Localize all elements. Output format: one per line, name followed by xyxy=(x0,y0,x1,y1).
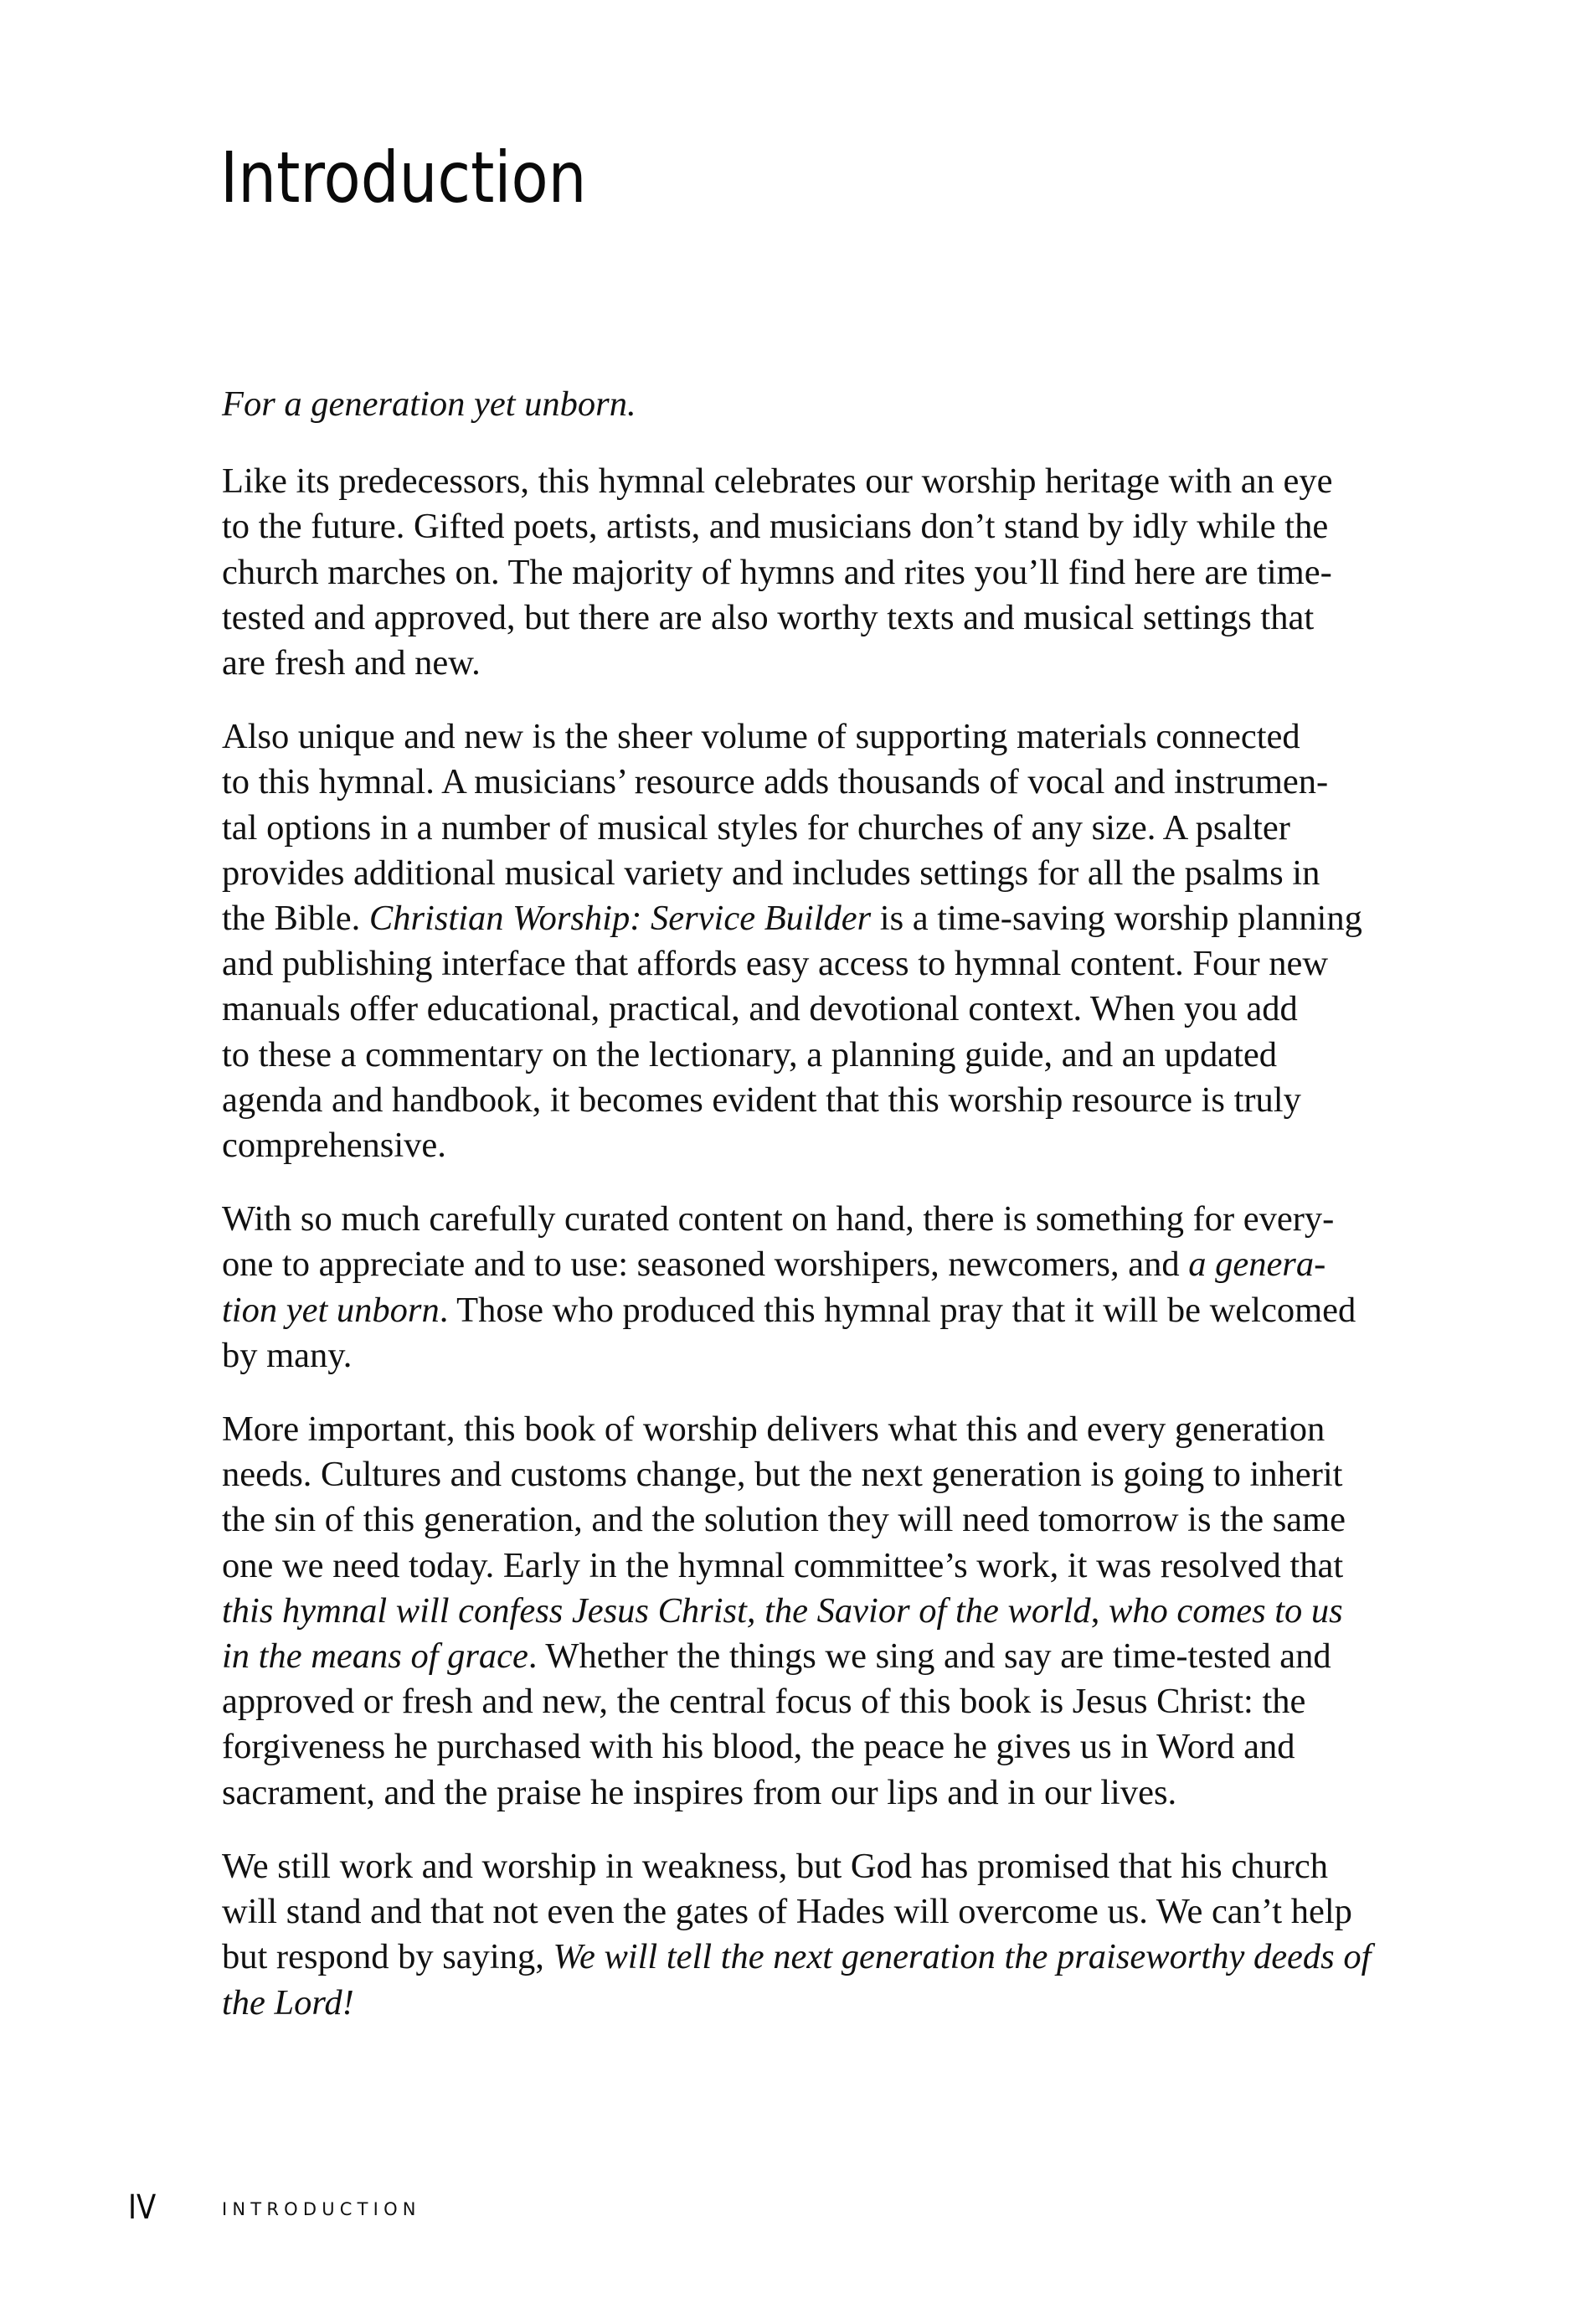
text-line xyxy=(222,1981,1377,2026)
text-line xyxy=(222,459,1377,504)
text-run: will stand and that not even the gates of Hades will overcome us. We can’t help xyxy=(222,1892,1352,1932)
text-line xyxy=(222,1679,1377,1724)
text-line xyxy=(222,1033,1377,1078)
text-run: sacrament, and the praise he inspires from our lips and in our lives. xyxy=(222,1772,1177,1812)
text-line xyxy=(222,550,1377,595)
text-run: Also unique and new is the sheer volume of supporting materials connected xyxy=(222,717,1300,757)
text-run: the sin of this generation, and the solution they will need tomorrow is the same xyxy=(222,1500,1346,1540)
body-paragraph xyxy=(222,1407,1377,1816)
text-run: one we need today. Early in the hymnal committee’s work, it was resolved that xyxy=(222,1545,1344,1585)
text-line xyxy=(222,1123,1377,1168)
text-run: needs. Cultures and customs change, but the next generation is going to inherit xyxy=(222,1455,1343,1495)
emphasis-text: the Lord! xyxy=(222,1982,354,2023)
text-line xyxy=(222,714,1377,760)
text-run: . Those who produced this hymnal pray that it will be welcomed xyxy=(439,1290,1356,1330)
text-run: to these a commentary on the lectionary, a planning guide, and an updated xyxy=(222,1034,1278,1074)
text-line xyxy=(222,1242,1377,1287)
text-run: agenda and handbook, it becomes evident that this worship resource is truly xyxy=(222,1080,1301,1120)
paragraph-list xyxy=(222,459,1377,2026)
text-run: church marches on. The majority of hymns and rites you’ll find here are time- xyxy=(222,552,1332,592)
text-run: , xyxy=(1090,1590,1109,1631)
text-line xyxy=(222,595,1377,641)
text-run: one to appreciate and to use: seasoned worshipers, newcomers, and xyxy=(222,1244,1189,1285)
text-run: tal options in a number of musical styles for churches of any size. A psalter xyxy=(222,807,1290,848)
body-paragraph xyxy=(222,1844,1377,2026)
text-run: . Whether the things we sing and say are time-tested and xyxy=(528,1636,1331,1677)
text-run: comprehensive. xyxy=(222,1126,446,1166)
text-line xyxy=(222,1634,1377,1679)
text-run: We still work and worship in weakness, but God has promised that his church xyxy=(222,1846,1328,1886)
body-paragraph xyxy=(222,714,1377,1168)
text-run: approved or fresh and new, the central focus of this book is Jesus Christ: the xyxy=(222,1682,1306,1722)
text-line xyxy=(222,1497,1377,1543)
body-paragraph xyxy=(222,1197,1377,1378)
text-line xyxy=(222,1197,1377,1242)
text-line xyxy=(222,1889,1377,1935)
text-run: tested and approved, but there are also worthy texts and musical settings that xyxy=(222,597,1315,637)
body-text xyxy=(222,382,1377,2054)
text-run: Like its predecessors, this hymnal celebrates our worship heritage with an eye xyxy=(222,461,1333,502)
text-run: provides additional musical variety and includes settings for all the psalms in xyxy=(222,853,1320,893)
text-run: to the future. Gifted poets, artists, and musicians don’t stand by idly while the xyxy=(222,507,1329,547)
text-run: but respond by saying, xyxy=(222,1937,553,1977)
text-line xyxy=(222,941,1377,987)
page-title: Introduction xyxy=(220,137,587,219)
text-line xyxy=(222,1333,1377,1378)
text-line xyxy=(222,1935,1377,1980)
text-line xyxy=(222,1543,1377,1589)
text-run: by many. xyxy=(222,1335,353,1375)
page-footer xyxy=(0,2188,1570,2227)
text-run: are fresh and new. xyxy=(222,643,481,683)
emphasis-text: tion yet unborn xyxy=(222,1290,440,1330)
text-line xyxy=(222,1407,1377,1452)
text-run: More important, this book of worship delivers what this and every generation xyxy=(222,1409,1325,1450)
text-line xyxy=(222,641,1377,686)
text-line xyxy=(222,1078,1377,1123)
emphasis-text: this hymnal will confess Jesus Christ, the Savior of the world xyxy=(222,1590,1091,1631)
text-line xyxy=(222,987,1377,1032)
emphasis-text: who comes to us xyxy=(1108,1590,1343,1631)
emphasis-text: We will tell the next generation the praiseworthy deeds of xyxy=(553,1937,1372,1977)
text-line xyxy=(222,1844,1377,1889)
text-run: and publishing interface that affords easy access to hymnal content. Four new xyxy=(222,944,1329,984)
text-line xyxy=(222,1288,1377,1333)
text-run: manuals offer educational, practical, and devotional context. When you add xyxy=(222,989,1298,1029)
text-line xyxy=(222,504,1377,549)
text-run: With so much carefully curated content on hand, there is something for every- xyxy=(222,1199,1335,1239)
text-line xyxy=(222,1589,1377,1634)
page-number: IV xyxy=(128,2188,157,2227)
text-run: forgiveness he purchased with his blood, the peace he gives us in Word and xyxy=(222,1727,1295,1767)
emphasis-text: in the means of grace xyxy=(222,1636,528,1677)
text-line xyxy=(222,1452,1377,1497)
text-run: to this hymnal. A musicians’ resource adds thousands of vocal and instrumen- xyxy=(222,762,1329,802)
text-line xyxy=(222,896,1377,941)
text-run: is a time-saving worship planning xyxy=(871,899,1362,939)
text-line xyxy=(222,1724,1377,1770)
text-line xyxy=(222,851,1377,896)
emphasis-text: Christian Worship: Service Builder xyxy=(368,899,872,939)
epigraph: For a generation yet unborn. xyxy=(222,384,636,424)
running-head: INTRODUCTION xyxy=(222,2199,421,2219)
text-line xyxy=(222,1770,1377,1816)
text-line xyxy=(222,806,1377,851)
body-paragraph xyxy=(222,459,1377,686)
text-line xyxy=(222,760,1377,805)
emphasis-text: a genera- xyxy=(1188,1244,1326,1285)
text-run: the Bible. xyxy=(222,899,369,939)
